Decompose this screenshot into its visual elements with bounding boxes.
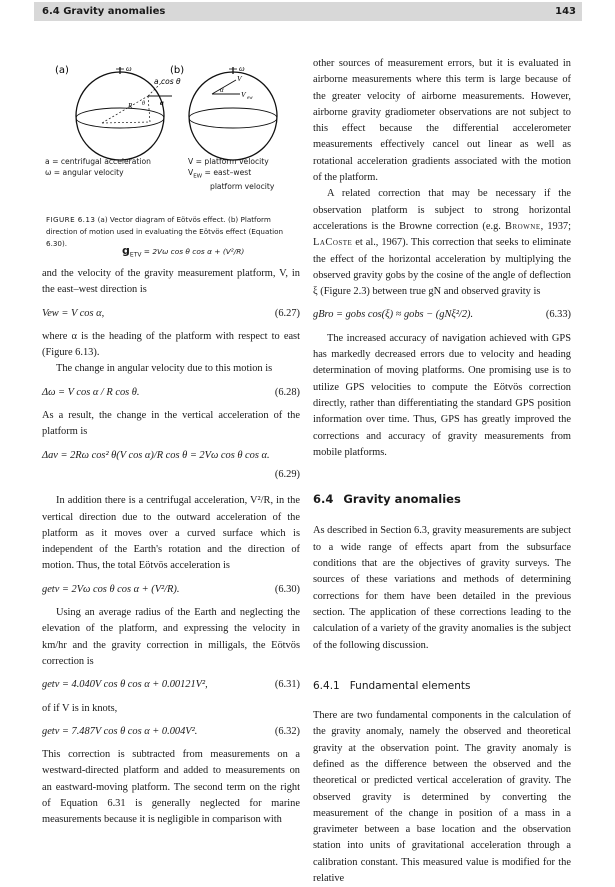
subsection-heading bbox=[313, 678, 571, 694]
equation-number: (6.31) bbox=[274, 679, 300, 691]
paragraph bbox=[313, 186, 571, 300]
formula-rhs: = 2Vω cos θ cos α + (V²/R) bbox=[143, 247, 245, 256]
a-cos-theta-label: a cos θ bbox=[154, 77, 181, 86]
paragraph: other sources of measurement errors, but it is evaluated in airborne measurements where this term is large because of the greater velocity of airborne measurements. However, airborne gravity gradiometer observations are not subject to this effect because the differential accelerometer measurements effectively cancel out linear as well as rotational acceleration gradients associated with the motion of the platform. bbox=[313, 58, 571, 184]
equation-body: Δω = V cos α / R cos θ. bbox=[42, 386, 140, 398]
section-title: Gravity anomalies bbox=[343, 492, 461, 507]
paragraph: This correction is subtracted from measurements on a westward-directed platform and added to measurements on an eastward-moving platform. The second term on the right of Equation 6.31 is generally neglected for marine measurements because it is negligible in comparison with bbox=[42, 749, 300, 826]
legend-b-V: V bbox=[188, 167, 194, 177]
citation: Browne bbox=[505, 220, 541, 232]
equation-body: getv = 4.040V cos θ cos α + 0.00121V², bbox=[42, 679, 208, 691]
section-number: 6.4 bbox=[313, 492, 334, 507]
globe-b bbox=[189, 72, 277, 160]
equation-6-33 bbox=[313, 307, 571, 323]
equation-number: (6.27) bbox=[274, 307, 300, 319]
paragraph: Using an average radius of the Earth and neglecting the elevation of the platform, and expressing the velocity in km/hr and the gravity correction in milligals, the Eötvös correction is bbox=[42, 607, 300, 667]
globe-a bbox=[76, 72, 164, 160]
text: et al., 1967). This correction that seeks to eliminate the effect of the horizontal acceleration by multiplying the observed gravity gobs by the cosine of the angle of deflection ξ (Figure 2.3) between true gN and observed gravity is bbox=[313, 237, 571, 298]
equation-number: (6.28) bbox=[274, 386, 300, 398]
page-number: 143 bbox=[555, 6, 576, 17]
equation-6-28 bbox=[42, 385, 300, 401]
text: , 1937; bbox=[540, 220, 571, 232]
equation-body: gBro = gobs cos(ξ) ≈ gobs − (gNξ²/2). bbox=[313, 309, 474, 321]
equation-6-27 bbox=[42, 306, 300, 322]
paragraph: As a result, the change in the vertical acceleration of the platform is bbox=[42, 410, 300, 438]
text: A related correction that may be necessary if the observation platform is subject to strong horizontal accelerations is the Browne correction (e.g. bbox=[313, 188, 571, 232]
legend-b-line: platform velocity bbox=[210, 181, 275, 191]
theta-label: θ bbox=[142, 101, 145, 107]
figure-caption bbox=[46, 214, 296, 250]
equation-6-32 bbox=[42, 724, 300, 740]
paragraph: As described in Section 6.3, gravity measurements are subject to a wide range of effects apart from the subsurface conditions that are the objectives of gravity surveys. The sources of these variations and methods of determining corrections for them have been detailed in the previous section. The application of these corrections leading to the calculation of a variety of the gravity anomalies is the subject of the following discussion. bbox=[313, 525, 571, 651]
formula-sub: ETV bbox=[129, 251, 142, 259]
header-section: 6.4 Gravity anomalies bbox=[42, 6, 166, 17]
formula-g: g bbox=[122, 244, 130, 257]
label-b: (b) bbox=[170, 65, 185, 76]
equation-body: getv = 2Vω cos θ cos α + (V²/R). bbox=[42, 583, 180, 595]
legend-a-line: ω = angular velocity bbox=[45, 167, 124, 177]
legend-b-sub: EW bbox=[193, 173, 203, 180]
paragraph: of if V is in knots, bbox=[42, 702, 118, 714]
caption-text: (a) Vector diagram of Eötvös effect. (b) Platform direction of motion used in evaluating the Eötvös effect (Equation 6.30). bbox=[46, 215, 284, 248]
citation: LaCoste bbox=[313, 237, 353, 249]
subsection-title: Fundamental elements bbox=[349, 679, 471, 692]
paragraph: The change in angular velocity due to this motion is bbox=[56, 363, 273, 375]
label-a: (a) bbox=[55, 65, 69, 76]
paragraph: There are two fundamental components in the calculation of the gravity anomaly, namely the observed and theoretical gravity at the observation point. The gravity anomaly is defined as the difference between the observed and the theoretical or predicted vertical acceleration of gravity. The observed gravity is determined by converting the measurement of the change in position of a mass in a gravimeter between a base location and the observation station into units of gravitational acceleration through a calibration constant. This measured value is modified for the relative bbox=[313, 710, 571, 885]
equation-body: Vew = V cos α, bbox=[42, 307, 105, 319]
legend-b-line: V = platform velocity bbox=[188, 157, 269, 166]
paragraph: and the velocity of the gravity measurement platform, V, in the east–west direction is bbox=[42, 268, 300, 296]
subsection-number: 6.4.1 bbox=[313, 679, 340, 692]
paragraph: In addition there is a centrifugal acceleration, V²/R, in the vertical direction due to the outward acceleration of the platform as it moves over a curved surface which is independent of the Earth's rotation and the direction of motion. Thus, the total Eötvös acceleration is bbox=[42, 495, 300, 572]
equation-6-29 bbox=[42, 448, 300, 464]
right-column bbox=[313, 56, 571, 887]
equation-6-30 bbox=[42, 582, 300, 598]
paragraph: where α is the heading of the platform with respect to east (Figure 6.13). bbox=[42, 330, 300, 359]
equation-number: (6.33) bbox=[545, 309, 571, 321]
R-label: R bbox=[128, 102, 133, 110]
paragraph: The increased accuracy of navigation achieved with GPS has markedly decreased errors due to velocity and heading determination of moving platforms. One promising use is to utilize GPS velocities to compute the Eötvös correction directly, rather than differentiating the standard GPS position information over time. Thus, GPS has greatly improved the corrections and accuracy of gravity measurements from mobile platforms. bbox=[313, 332, 571, 458]
legend-b bbox=[188, 157, 274, 192]
legend-a bbox=[45, 157, 151, 178]
equation-number: (6.29) bbox=[274, 468, 300, 480]
alpha-label: α bbox=[220, 86, 224, 94]
legend-a-line: a = centrifugal acceleration bbox=[45, 157, 151, 166]
equation-6-31 bbox=[42, 677, 300, 693]
running-header bbox=[34, 2, 582, 21]
Vew-label: V bbox=[241, 90, 246, 99]
V-label: V bbox=[237, 74, 242, 83]
equation-number: (6.32) bbox=[274, 725, 300, 737]
equation-body: Δav = 2Rω cos² θ(V cos α)/R cos θ = 2Vω cos θ cos α. bbox=[42, 449, 270, 461]
legend-b-line: = east–west bbox=[202, 167, 252, 177]
Vew-subscript: ew bbox=[247, 96, 253, 101]
left-column bbox=[42, 266, 300, 829]
caption-label: FIGURE 6.13 bbox=[46, 215, 96, 224]
equation-body: getv = 7.487V cos θ cos α + 0.004V². bbox=[42, 725, 198, 737]
equation-number: (6.30) bbox=[274, 583, 300, 595]
section-heading bbox=[313, 491, 571, 507]
omega-a: ω bbox=[126, 64, 132, 73]
a-label: a bbox=[160, 98, 164, 107]
omega-b: ω bbox=[239, 64, 245, 73]
